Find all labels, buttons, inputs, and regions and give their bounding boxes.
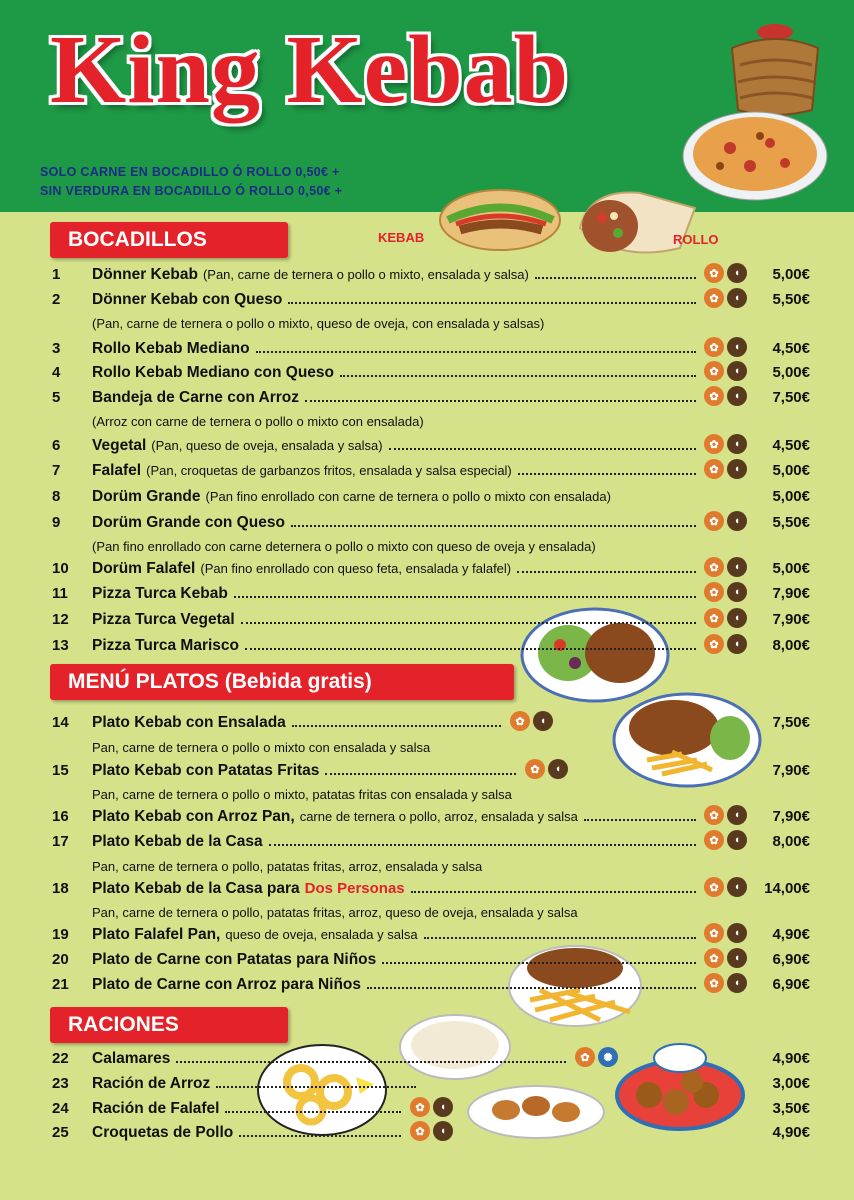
allergen-icons — [704, 288, 747, 308]
milk-icon: ◖ — [727, 608, 747, 628]
item-number: 11 — [52, 585, 68, 602]
item-description: (Pan, carne de ternera o pollo o mixto, ensalada y salsa) — [202, 267, 529, 282]
wheat-icon: ✿ — [704, 386, 724, 406]
wheat-icon: ✿ — [704, 805, 724, 825]
allergen-icons — [704, 434, 747, 454]
item-line — [92, 926, 700, 944]
item-name: Bandeja de Carne con Arroz — [92, 389, 300, 406]
milk-icon: ◖ — [433, 1097, 453, 1117]
milk-icon: ◖ — [727, 973, 747, 993]
item-name: Dorüm Grande — [92, 488, 201, 505]
menu-item-1 — [0, 266, 854, 288]
wheat-icon: ✿ — [704, 634, 724, 654]
milk-icon: ◖ — [727, 805, 747, 825]
milk-icon: ◖ — [727, 830, 747, 850]
item-name: Pizza Turca Marisco — [92, 637, 240, 654]
milk-icon: ◖ — [727, 288, 747, 308]
crab-icon: ✺ — [598, 1047, 618, 1067]
menu-item-6 — [0, 437, 854, 459]
kebab-sandwich-image — [438, 180, 563, 260]
milk-icon: ◖ — [727, 386, 747, 406]
item-number: 5 — [52, 389, 61, 406]
item-price: 14,00€ — [764, 880, 810, 897]
allergen-icons — [704, 634, 747, 654]
menu-item-24 — [0, 1100, 854, 1122]
item-name: Plato de Carne con Patatas para Niños — [92, 951, 377, 968]
wheat-icon: ✿ — [575, 1047, 595, 1067]
dotted-leader — [239, 1135, 401, 1137]
milk-icon: ◖ — [548, 759, 568, 779]
milk-icon: ◖ — [727, 459, 747, 479]
menu-item-10 — [0, 560, 854, 582]
item-price: 8,00€ — [772, 637, 810, 654]
rollo-label: ROLLO — [673, 232, 719, 247]
item-number: 7 — [52, 462, 61, 479]
item-name: Plato Kebab de la Casa — [92, 833, 263, 850]
allergen-icons — [704, 386, 747, 406]
item-number: 9 — [52, 514, 61, 531]
item-subdescription: Pan, carne de ternera o pollo o mixto, patatas fritas con ensalada y salsa — [92, 787, 512, 802]
menu-item-5 — [0, 389, 854, 411]
dotted-leader — [518, 473, 696, 475]
wheat-icon: ✿ — [704, 582, 724, 602]
allergen-icons — [704, 830, 747, 850]
dotted-leader — [325, 773, 516, 775]
dotted-leader — [216, 1086, 416, 1088]
dotted-leader — [411, 891, 696, 893]
wheat-icon: ✿ — [704, 557, 724, 577]
item-line — [92, 291, 700, 309]
item-line — [92, 1050, 570, 1068]
menu-item-15 — [0, 762, 854, 784]
item-line — [92, 462, 700, 480]
dotted-leader — [517, 571, 696, 573]
wheat-icon: ✿ — [704, 434, 724, 454]
wheat-icon: ✿ — [704, 973, 724, 993]
wheat-icon: ✿ — [410, 1121, 430, 1141]
item-name: Pizza Turca Kebab — [92, 585, 228, 602]
item-line — [92, 266, 700, 284]
dotted-leader — [225, 1111, 401, 1113]
item-name: Calamares — [92, 1050, 171, 1067]
menu-item-17 — [0, 833, 854, 855]
menu-item-20 — [0, 951, 854, 973]
milk-icon: ◖ — [727, 361, 747, 381]
wheat-icon: ✿ — [704, 511, 724, 531]
restaurant-title: King Kebab — [50, 16, 570, 124]
allergen-icons — [704, 361, 747, 381]
item-name: Croquetas de Pollo — [92, 1124, 234, 1141]
allergen-icons — [510, 711, 553, 731]
allergen-icons — [704, 877, 747, 897]
allergen-icons — [704, 948, 747, 968]
item-name: Plato Kebab con Patatas Fritas — [92, 762, 320, 779]
section-bocadillos: BOCADILLOS — [50, 222, 288, 258]
milk-icon: ◖ — [727, 582, 747, 602]
dotted-leader — [256, 351, 696, 353]
milk-icon: ◖ — [727, 434, 747, 454]
item-number: 20 — [52, 951, 69, 968]
section-menu-platos: MENÚ PLATOS (Bebida gratis) — [50, 664, 514, 700]
item-line — [92, 808, 700, 826]
item-number: 16 — [52, 808, 69, 825]
dotted-leader — [269, 844, 696, 846]
dotted-leader — [584, 819, 696, 821]
item-number: 21 — [52, 976, 69, 993]
dotted-leader — [245, 648, 696, 650]
dotted-leader — [535, 277, 696, 279]
item-price: 5,00€ — [772, 266, 810, 283]
menu-item-2 — [0, 291, 854, 313]
allergen-icons — [704, 973, 747, 993]
kebab-label: KEBAB — [378, 230, 425, 245]
allergen-icons — [575, 1047, 618, 1067]
item-price: 7,90€ — [772, 808, 810, 825]
item-line — [92, 637, 700, 655]
menu-item-21 — [0, 976, 854, 998]
item-line — [92, 389, 700, 407]
item-price: 6,90€ — [772, 951, 810, 968]
item-name: Plato Falafel Pan, — [92, 926, 221, 943]
item-subdescription: (Pan fino enrollado con carne deternera o pollo o mixto con queso de oveja y ensalada) — [92, 539, 596, 554]
item-line — [92, 611, 700, 629]
dotted-leader — [382, 962, 696, 964]
wheat-icon: ✿ — [410, 1097, 430, 1117]
dotted-leader — [340, 375, 696, 377]
dotted-leader — [367, 987, 696, 989]
milk-icon: ◖ — [727, 557, 747, 577]
milk-icon: ◖ — [433, 1121, 453, 1141]
item-price: 4,90€ — [772, 926, 810, 943]
item-number: 14 — [52, 714, 69, 731]
milk-icon: ◖ — [727, 337, 747, 357]
allergen-icons — [704, 337, 747, 357]
item-price: 4,90€ — [772, 1124, 810, 1141]
item-name: Dönner Kebab con Queso — [92, 291, 283, 308]
item-line — [92, 833, 700, 851]
wheat-icon: ✿ — [704, 263, 724, 283]
rollo-wrap-image — [570, 178, 700, 260]
menu-item-11 — [0, 585, 854, 607]
item-line — [92, 1100, 405, 1118]
pizza-image — [680, 108, 830, 203]
item-number: 19 — [52, 926, 69, 943]
menu-item-8 — [0, 488, 854, 510]
item-name: Dönner Kebab — [92, 266, 198, 283]
menu-item-22 — [0, 1050, 854, 1072]
milk-icon: ◖ — [727, 923, 747, 943]
dotted-leader — [292, 725, 501, 727]
item-name: Plato Kebab con Arroz Pan, — [92, 808, 295, 825]
dotted-leader — [288, 302, 696, 304]
item-price: 3,00€ — [772, 1075, 810, 1092]
milk-icon: ◖ — [727, 877, 747, 897]
item-description: (Pan fino enrollado con carne de ternera o pollo o mixto con ensalada) — [205, 489, 611, 504]
wheat-icon: ✿ — [704, 877, 724, 897]
item-line — [92, 514, 700, 532]
item-price: 5,00€ — [772, 364, 810, 381]
item-description: (Pan fino enrollado con queso feta, ensalada y falafel) — [200, 561, 512, 576]
item-name: Plato de Carne con Arroz para Niños — [92, 976, 362, 993]
allergen-icons — [704, 511, 747, 531]
item-number: 1 — [52, 266, 61, 283]
item-line — [92, 951, 700, 969]
note-solo-carne: SOLO CARNE EN BOCADILLO Ó ROLLO 0,50€ + — [40, 165, 340, 179]
item-line — [92, 585, 700, 603]
item-number: 17 — [52, 833, 69, 850]
item-price: 5,00€ — [772, 488, 810, 505]
item-subdescription: Pan, carne de ternera o pollo, patatas fritas, arroz, queso de oveja, ensalada y salsa — [92, 905, 578, 920]
item-number: 23 — [52, 1075, 69, 1092]
allergen-icons — [704, 923, 747, 943]
doner-cone-image — [720, 20, 830, 120]
wheat-icon: ✿ — [704, 459, 724, 479]
item-subdescription: Pan, carne de ternera o pollo, patatas fritas, arroz, ensalada y salsa — [92, 859, 483, 874]
item-line — [92, 488, 752, 506]
item-name: Plato Kebab de la Casa para — [92, 880, 300, 897]
item-description: (Pan, queso de oveja, ensalada y salsa) — [151, 438, 383, 453]
wheat-icon: ✿ — [704, 288, 724, 308]
item-price: 7,90€ — [772, 585, 810, 602]
allergen-icons — [525, 759, 568, 779]
item-price: 5,50€ — [772, 514, 810, 531]
item-subdescription: (Pan, carne de ternera o pollo o mixto, queso de oveja, con ensalada y salsas) — [92, 316, 545, 331]
allergen-icons — [704, 263, 747, 283]
menu-item-7 — [0, 462, 854, 484]
item-number: 18 — [52, 880, 69, 897]
item-highlight: Dos Personas — [304, 880, 405, 897]
allergen-icons — [704, 557, 747, 577]
item-description: queso de oveja, ensalada y salsa — [225, 927, 418, 942]
item-line — [92, 762, 520, 780]
item-name: Pizza Turca Vegetal — [92, 611, 235, 628]
item-price: 4,90€ — [772, 1050, 810, 1067]
menu-item-23 — [0, 1075, 854, 1097]
item-number: 3 — [52, 340, 61, 357]
header-banner — [0, 0, 854, 212]
item-name: Dorüm Falafel — [92, 560, 196, 577]
item-price: 5,00€ — [772, 462, 810, 479]
item-line — [92, 714, 505, 732]
item-price: 7,90€ — [772, 611, 810, 628]
item-name: Falafel — [92, 462, 142, 479]
item-number: 4 — [52, 364, 61, 381]
item-subdescription: Pan, carne de ternera o pollo o mixto con ensalada y salsa — [92, 740, 431, 755]
item-price: 4,50€ — [772, 437, 810, 454]
item-number: 13 — [52, 637, 69, 654]
item-name: Rollo Kebab Mediano — [92, 340, 250, 357]
item-description: (Pan, croquetas de garbanzos fritos, ensalada y salsa especial) — [146, 463, 512, 478]
menu-item-4 — [0, 364, 854, 386]
allergen-icons — [704, 805, 747, 825]
item-number: 22 — [52, 1050, 69, 1067]
menu-item-18 — [0, 880, 854, 902]
allergen-icons — [410, 1097, 453, 1117]
item-price: 5,50€ — [772, 291, 810, 308]
item-price: 5,00€ — [772, 560, 810, 577]
allergen-icons — [410, 1121, 453, 1141]
dotted-leader — [389, 448, 696, 450]
wheat-icon: ✿ — [704, 948, 724, 968]
wheat-icon: ✿ — [704, 608, 724, 628]
item-line — [92, 560, 700, 578]
item-line — [92, 880, 700, 898]
item-price: 7,90€ — [772, 762, 810, 779]
item-price: 7,50€ — [772, 389, 810, 406]
menu-item-12 — [0, 611, 854, 633]
dotted-leader — [176, 1061, 566, 1063]
wheat-icon: ✿ — [525, 759, 545, 779]
item-line — [92, 1124, 405, 1142]
item-subdescription: (Arroz con carne de ternera o pollo o mixto con ensalada) — [92, 414, 424, 429]
item-name: Ración de Arroz — [92, 1075, 211, 1092]
item-number: 2 — [52, 291, 61, 308]
item-price: 4,50€ — [772, 340, 810, 357]
menu-item-9 — [0, 514, 854, 536]
item-name: Ración de Falafel — [92, 1100, 220, 1117]
item-price: 8,00€ — [772, 833, 810, 850]
item-number: 6 — [52, 437, 61, 454]
item-number: 10 — [52, 560, 69, 577]
item-number: 24 — [52, 1100, 69, 1117]
wheat-icon: ✿ — [704, 923, 724, 943]
allergen-icons — [704, 459, 747, 479]
dotted-leader — [291, 525, 696, 527]
item-name: Plato Kebab con Ensalada — [92, 714, 286, 731]
milk-icon: ◖ — [727, 634, 747, 654]
menu-item-16 — [0, 808, 854, 830]
dotted-leader — [234, 596, 696, 598]
section-raciones: RACIONES — [50, 1007, 288, 1043]
item-name: Vegetal — [92, 437, 147, 454]
item-line — [92, 364, 700, 382]
item-number: 12 — [52, 611, 69, 628]
menu-item-3 — [0, 340, 854, 362]
allergen-icons — [704, 608, 747, 628]
wheat-icon: ✿ — [704, 337, 724, 357]
wheat-icon: ✿ — [704, 830, 724, 850]
menu-item-19 — [0, 926, 854, 948]
note-sin-verdura: SIN VERDURA EN BOCADILLO Ó ROLLO 0,50€ + — [40, 184, 343, 198]
item-description: carne de ternera o pollo, arroz, ensalada y salsa — [299, 809, 578, 824]
item-line — [92, 437, 700, 455]
item-line — [92, 340, 700, 358]
item-price: 7,50€ — [772, 714, 810, 731]
item-line — [92, 1075, 420, 1093]
menu-item-13 — [0, 637, 854, 659]
item-name: Dorüm Grande con Queso — [92, 514, 285, 531]
menu-item-14 — [0, 714, 854, 736]
allergen-icons — [704, 582, 747, 602]
wheat-icon: ✿ — [704, 361, 724, 381]
item-name: Rollo Kebab Mediano con Queso — [92, 364, 334, 381]
item-number: 15 — [52, 762, 69, 779]
item-line — [92, 976, 700, 994]
dotted-leader — [241, 622, 696, 624]
item-price: 6,90€ — [772, 976, 810, 993]
dotted-leader — [305, 400, 696, 402]
milk-icon: ◖ — [727, 263, 747, 283]
item-number: 8 — [52, 488, 61, 505]
milk-icon: ◖ — [727, 948, 747, 968]
milk-icon: ◖ — [727, 511, 747, 531]
item-price: 3,50€ — [772, 1100, 810, 1117]
milk-icon: ◖ — [533, 711, 553, 731]
item-number: 25 — [52, 1124, 69, 1141]
dotted-leader — [424, 937, 696, 939]
wheat-icon: ✿ — [510, 711, 530, 731]
menu-item-25 — [0, 1124, 854, 1146]
